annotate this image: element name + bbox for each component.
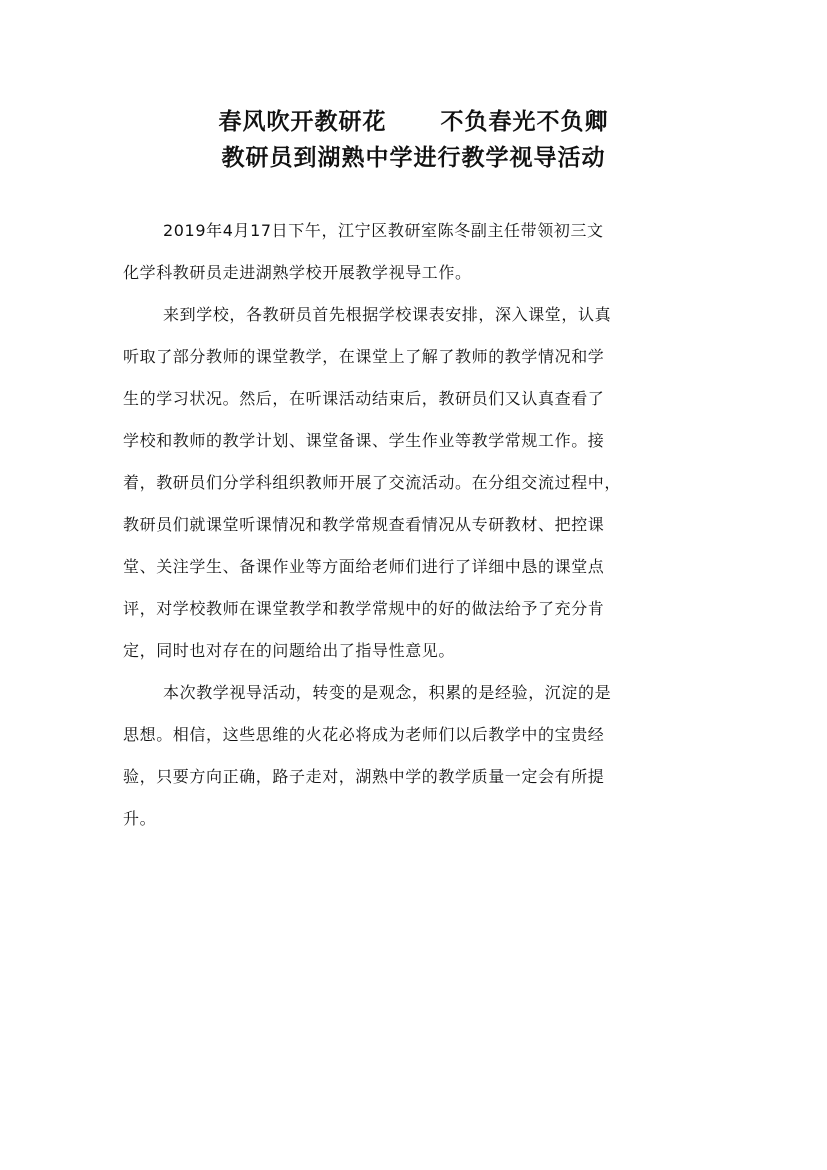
paragraph-line: 思想。相信，这些思维的火花必将成为老师们以后教学中的宝贵经: [123, 725, 605, 744]
paragraph-2: [123, 294, 713, 672]
document-title-line-2: 教研员到湖熟中学进行教学视导活动: [221, 144, 606, 171]
paragraph-line: 升。: [123, 809, 157, 828]
paragraph-line: 堂、关注学生、备课作业等方面给老师们进行了详细中恳的课堂点: [123, 557, 605, 576]
paragraph-3: [123, 672, 713, 840]
document-body: [123, 210, 713, 840]
paragraph-line: 化学科教研员走进湖熟学校开展教学视导工作。: [123, 263, 472, 282]
paragraph-line: 评，对学校教师在课堂教学和教学常规中的好的做法给予了充分肯: [123, 599, 605, 618]
paragraph-line: 2019年4月17日下午，江宁区教研室陈冬副主任带领初三文: [163, 221, 604, 240]
title-phrase-2: 不负春光不负卿: [440, 108, 609, 135]
paragraph-line: 定，同时也对存在的问题给出了指导性意见。: [123, 641, 456, 660]
title-phrase-1: 春风吹开教研花: [218, 108, 387, 135]
paragraph-line: 验，只要方向正确，路子走对，湖熟中学的教学质量一定会有所提: [123, 767, 605, 786]
paragraph-line: 着，教研员们分学科组织教师开展了交流活动。在分组交流过程中，: [123, 473, 622, 492]
paragraph-line: 教研员们就课堂听课情况和教学常规查看情况从专研教材、把控课: [123, 515, 605, 534]
paragraph-line: 听取了部分教师的课堂教学，在课堂上了解了教师的教学情况和学: [123, 347, 605, 366]
paragraph-line: 来到学校，各教研员首先根据学校课表安排，深入课堂，认真: [163, 305, 612, 324]
document-title-line-1: [0, 104, 827, 140]
paragraph-line: 学校和教师的教学计划、课堂备课、学生作业等教学常规工作。接: [123, 431, 605, 450]
paragraph-1: [123, 210, 713, 294]
paragraph-line: 生的学习状况。然后，在听课活动结束后，教研员们又认真查看了: [123, 389, 605, 408]
paragraph-line: 本次教学视导活动，转变的是观念，积累的是经验，沉淀的是: [163, 683, 612, 702]
